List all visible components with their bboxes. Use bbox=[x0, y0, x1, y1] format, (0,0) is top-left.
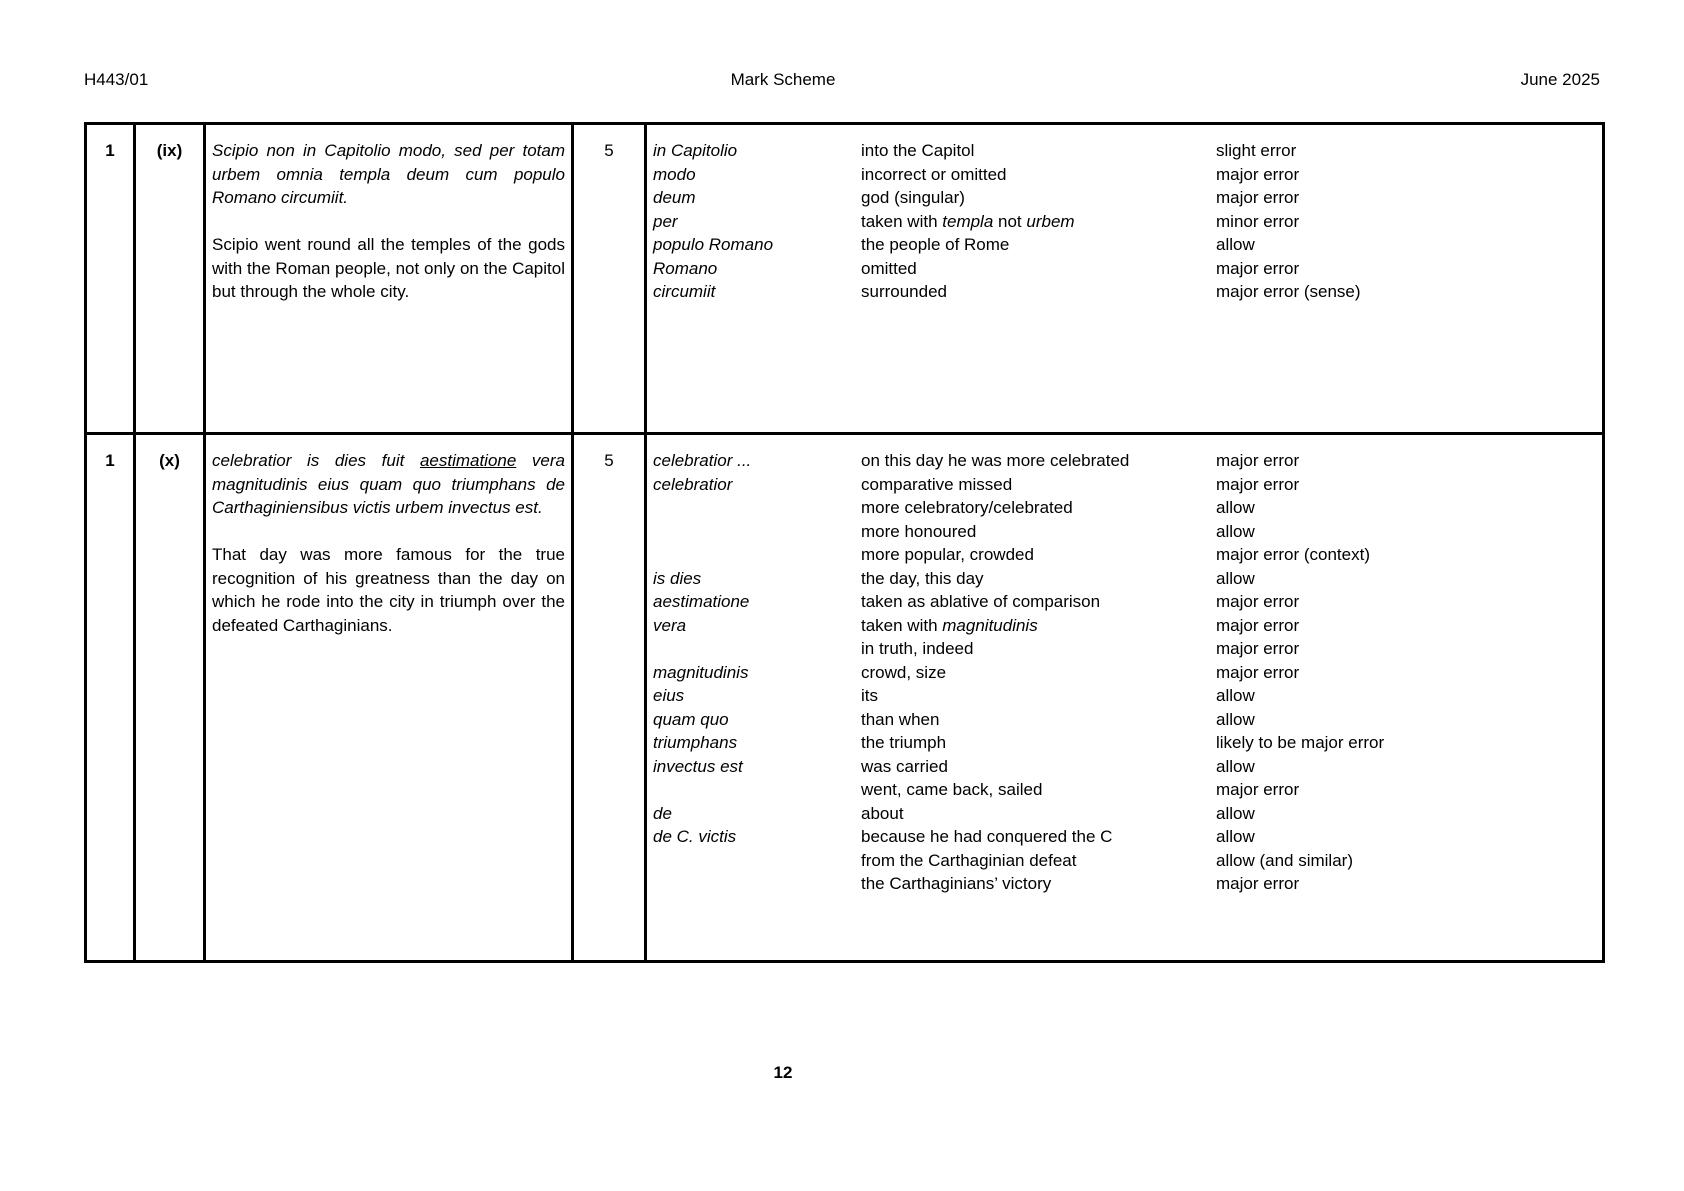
guidance-translation: taken with templa not urbem bbox=[861, 211, 1075, 231]
mark-scheme-table bbox=[84, 122, 1605, 963]
guidance-ruling: major error bbox=[1216, 258, 1300, 278]
header-title: Mark Scheme bbox=[730, 70, 836, 89]
guidance-latin-term: aestimatione bbox=[653, 592, 750, 611]
guidance-cell bbox=[646, 434, 1604, 962]
guidance-ruling: allow bbox=[1216, 756, 1255, 776]
guidance-ruling: major error bbox=[1216, 780, 1300, 799]
page-footer bbox=[0, 1063, 1566, 1083]
mark-scheme-table-body bbox=[86, 124, 1604, 962]
guidance-latin-term: modo bbox=[653, 164, 696, 184]
guidance-translation: comparative missed bbox=[861, 474, 1013, 494]
guidance-latin-term: populo Romano bbox=[653, 235, 774, 254]
guidance-ruling: major error bbox=[1216, 474, 1300, 494]
guidance-latin-term: per bbox=[653, 211, 678, 231]
guidance-ruling: allow bbox=[1216, 235, 1255, 254]
guidance-ruling: major error bbox=[1216, 451, 1300, 470]
answer-latin-text: Scipio non in Capitolio modo, sed per totam urbem omnia templa deum cum populo Romano circumiit. bbox=[212, 141, 565, 207]
guidance-translation: the day, this day bbox=[861, 568, 984, 588]
guidance-translation: surrounded bbox=[861, 282, 948, 301]
guidance-latin-term bbox=[653, 520, 861, 544]
guidance-translation: more honoured bbox=[861, 521, 977, 541]
guidance-latin-term: celebratior ... bbox=[653, 451, 752, 470]
guidance-ruling: allow bbox=[1216, 568, 1255, 588]
guidance-latin-term bbox=[653, 778, 861, 802]
guidance-ruling: allow bbox=[1216, 498, 1255, 517]
guidance-latin-term: quam quo bbox=[653, 709, 729, 729]
sub-question-cell: (ix) bbox=[135, 124, 205, 434]
guidance-latin-term: celebratior bbox=[653, 474, 733, 494]
guidance-latin-term bbox=[653, 637, 861, 661]
mark-cell: 5 bbox=[573, 124, 646, 434]
guidance-translation: omitted bbox=[861, 258, 917, 278]
header-date: June 2025 bbox=[1520, 70, 1600, 89]
guidance-translation: than when bbox=[861, 709, 940, 729]
guidance-translation: taken as ablative of comparison bbox=[861, 592, 1101, 611]
answer-english-text: That day was more famous for the true recognition of his greatness than the day on which he rode into the city in triumph over the defeated Carthaginians. bbox=[212, 545, 565, 635]
guidance-latin-term: de C. victis bbox=[653, 827, 737, 846]
guidance-latin-term: deum bbox=[653, 188, 696, 207]
guidance-latin-term: triumphans bbox=[653, 733, 738, 752]
guidance-cell bbox=[646, 124, 1604, 434]
answer-latin-text: celebratior is dies fuit aestimatione vera magnitudinis eius quam quo triumphans de Carthaginiensibus victis urbem invectus est. bbox=[212, 451, 566, 517]
guidance-latin-term bbox=[653, 496, 861, 520]
guidance-translation: incorrect or omitted bbox=[861, 164, 1007, 184]
guidance-translation: was carried bbox=[861, 756, 948, 776]
guidance-ruling: minor error bbox=[1216, 211, 1300, 231]
guidance-ruling: major error bbox=[1216, 662, 1300, 682]
guidance-latin-term bbox=[653, 849, 861, 873]
guidance-ruling: major error bbox=[1216, 164, 1300, 184]
guidance-translation: crowd, size bbox=[861, 662, 947, 682]
mark-scheme-row bbox=[86, 124, 1604, 434]
guidance-translation: into the Capitol bbox=[861, 141, 975, 160]
guidance-translation: its bbox=[861, 686, 878, 705]
answer-cell bbox=[205, 434, 573, 962]
guidance-translation: on this day he was more celebrated bbox=[861, 451, 1130, 470]
guidance-translation: went, came back, sailed bbox=[861, 780, 1043, 799]
guidance-latin-term: de bbox=[653, 803, 672, 823]
guidance-latin-term bbox=[653, 543, 861, 567]
guidance-translation: god (singular) bbox=[861, 188, 965, 207]
guidance-translation: in truth, indeed bbox=[861, 639, 974, 658]
guidance-latin-term: is dies bbox=[653, 568, 702, 588]
guidance-ruling: major error (context) bbox=[1216, 545, 1370, 564]
guidance-ruling: allow bbox=[1216, 686, 1255, 705]
guidance-grid bbox=[653, 449, 1596, 896]
guidance-translation: the triumph bbox=[861, 733, 947, 752]
guidance-translation: more celebratory/celebrated bbox=[861, 498, 1073, 517]
question-number-cell: 1 bbox=[86, 434, 135, 962]
page-header bbox=[0, 70, 1684, 96]
guidance-grid bbox=[653, 139, 1596, 304]
guidance-ruling: allow bbox=[1216, 521, 1255, 541]
guidance-latin-term bbox=[653, 872, 861, 896]
guidance-ruling: major error bbox=[1216, 188, 1300, 207]
guidance-translation: from the Carthaginian defeat bbox=[861, 850, 1077, 870]
guidance-latin-term: vera bbox=[653, 615, 687, 635]
guidance-latin-term: in Capitolio bbox=[653, 141, 738, 160]
page-number: 12 bbox=[773, 1063, 793, 1082]
guidance-latin-term: eius bbox=[653, 686, 685, 705]
guidance-translation: about bbox=[861, 803, 904, 823]
answer-english-text: Scipio went round all the temples of the gods with the Roman people, not only on the Capitol but through the whole city. bbox=[212, 235, 565, 301]
guidance-latin-term: circumiit bbox=[653, 282, 716, 301]
answer-cell bbox=[205, 124, 573, 434]
guidance-ruling: major error bbox=[1216, 874, 1300, 893]
guidance-ruling: slight error bbox=[1216, 141, 1297, 160]
guidance-ruling: major error bbox=[1216, 615, 1300, 635]
question-number-cell: 1 bbox=[86, 124, 135, 434]
guidance-latin-term: invectus est bbox=[653, 756, 743, 776]
guidance-translation: taken with magnitudinis bbox=[861, 615, 1038, 635]
guidance-translation: more popular, crowded bbox=[861, 545, 1034, 564]
guidance-ruling: likely to be major error bbox=[1216, 733, 1385, 752]
guidance-ruling: major error bbox=[1216, 639, 1300, 658]
mark-cell: 5 bbox=[573, 434, 646, 962]
guidance-ruling: allow bbox=[1216, 827, 1255, 846]
guidance-ruling: allow (and similar) bbox=[1216, 850, 1353, 870]
guidance-ruling: major error (sense) bbox=[1216, 282, 1361, 301]
guidance-ruling: allow bbox=[1216, 803, 1255, 823]
sub-question-cell: (x) bbox=[135, 434, 205, 962]
header-title-wrap bbox=[0, 70, 1566, 90]
guidance-ruling: allow bbox=[1216, 709, 1255, 729]
mark-scheme-row bbox=[86, 434, 1604, 962]
guidance-ruling: major error bbox=[1216, 592, 1300, 611]
guidance-translation: the Carthaginians’ victory bbox=[861, 874, 1052, 893]
guidance-latin-term: Romano bbox=[653, 258, 718, 278]
guidance-translation: the people of Rome bbox=[861, 235, 1010, 254]
guidance-latin-term: magnitudinis bbox=[653, 662, 749, 682]
header-paper-code: H443/01 bbox=[84, 70, 149, 89]
guidance-translation: because he had conquered the C bbox=[861, 827, 1113, 846]
